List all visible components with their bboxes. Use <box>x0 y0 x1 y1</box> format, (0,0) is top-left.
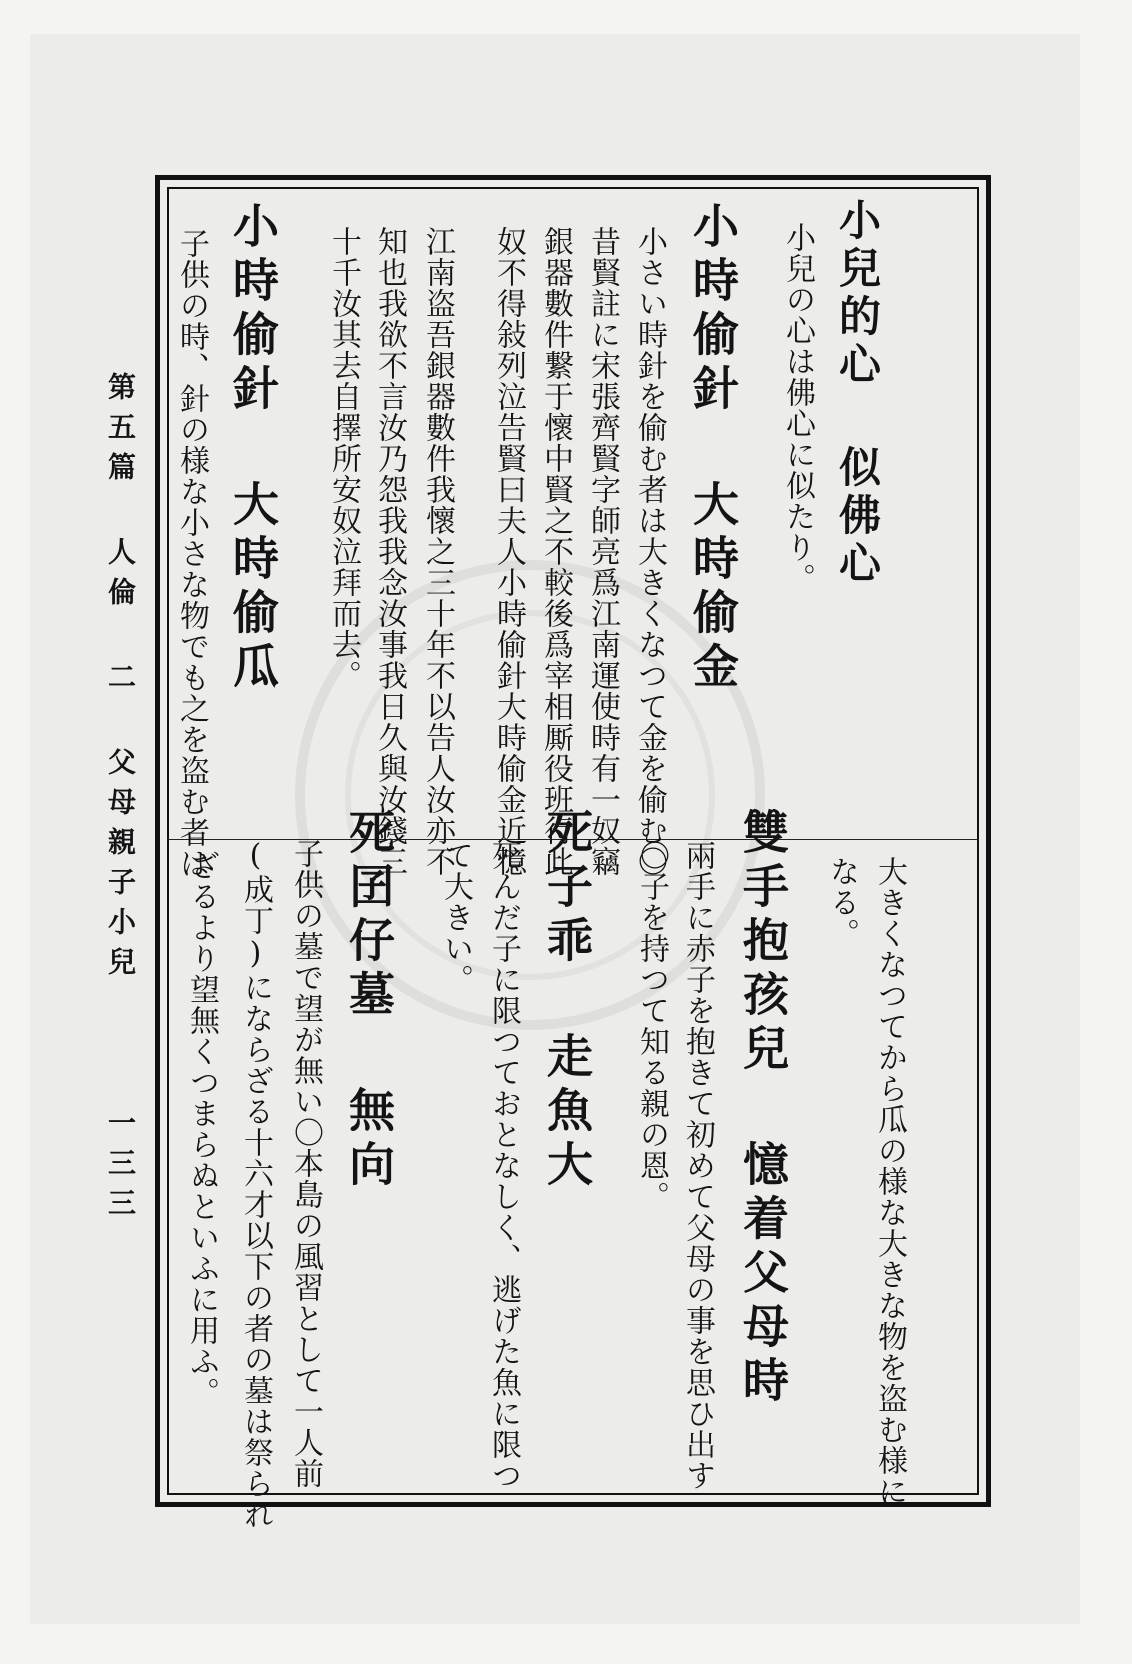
proverb-gloss-line: 江南盗吾銀器數件我懷之三十年不以告人汝亦不 <box>420 226 455 877</box>
proverb-gloss: 小兒の心は佛心に似たり。 <box>780 222 815 594</box>
proverb-gloss-line: 小さい時針を偷む者は大きくなつて金を偷む〇 <box>632 226 667 877</box>
proverb-gloss-line: 大きくなつてから瓜の様な大きな物を盗む様に <box>872 856 907 1507</box>
proverb-gloss-line: 昔賢註に宋張齊賢字師亮爲江南運使時有一奴竊 <box>585 226 620 877</box>
proverb-gloss-line: 銀器數件繋于懷中賢之不較後爲宰相厮役班行此 <box>538 226 573 877</box>
proverb-heading: 小兒的心 似佛心 <box>833 198 882 589</box>
proverb-gloss-line: 死んだ子に限つておとなしく、逃げた魚に限つ <box>486 840 521 1491</box>
proverb-gloss-line: (成丁)にならざる十六才以下の者の墓は祭られ <box>238 838 273 1530</box>
proverb-gloss-line: 〇子を持つて知る親の恩。 <box>634 840 669 1212</box>
proverb-heading: 小時偷針 大時偷金 <box>686 202 740 696</box>
proverb-gloss-line: ざるより望無くつまらぬといふに用ふ。 <box>184 850 219 1408</box>
proverb-gloss-line: 子供の時、針の様な小さな物でも之を盗む者は <box>174 228 209 879</box>
proverb-heading: 小時偷針 大時偷瓜 <box>226 202 280 696</box>
proverb-gloss-line: なる。 <box>824 856 859 949</box>
proverb-heading: 雙手抱孩兒 憶着父母時 <box>736 808 790 1410</box>
proverb-heading: 死囝仔墓 無向 <box>342 808 396 1194</box>
proverb-gloss-line: 十千汝其去自擇所安奴泣拜而去。 <box>326 226 361 691</box>
proverb-gloss-line: 兩手に赤子を抱きて初めて父母の事を思ひ出す <box>680 840 715 1491</box>
proverb-gloss-line: 子供の墓で望が無い〇本島の風習として一人前 <box>288 838 323 1489</box>
proverb-gloss-line: 奴不得敍列泣告賢曰夫人小時偷針大時偷金近憶 <box>491 226 526 877</box>
proverb-heading: 死子乖 走魚大 <box>540 808 594 1194</box>
proverb-gloss-line: て大きい。 <box>438 840 473 995</box>
page-number: 一三三 <box>104 1108 137 1228</box>
running-head: 第五篇 人倫 二 父母親子小兒 <box>104 372 137 987</box>
proverb-gloss-line: 知也我欲不言汝乃怨我我念汝事我日久與汝錢三 <box>372 226 407 877</box>
